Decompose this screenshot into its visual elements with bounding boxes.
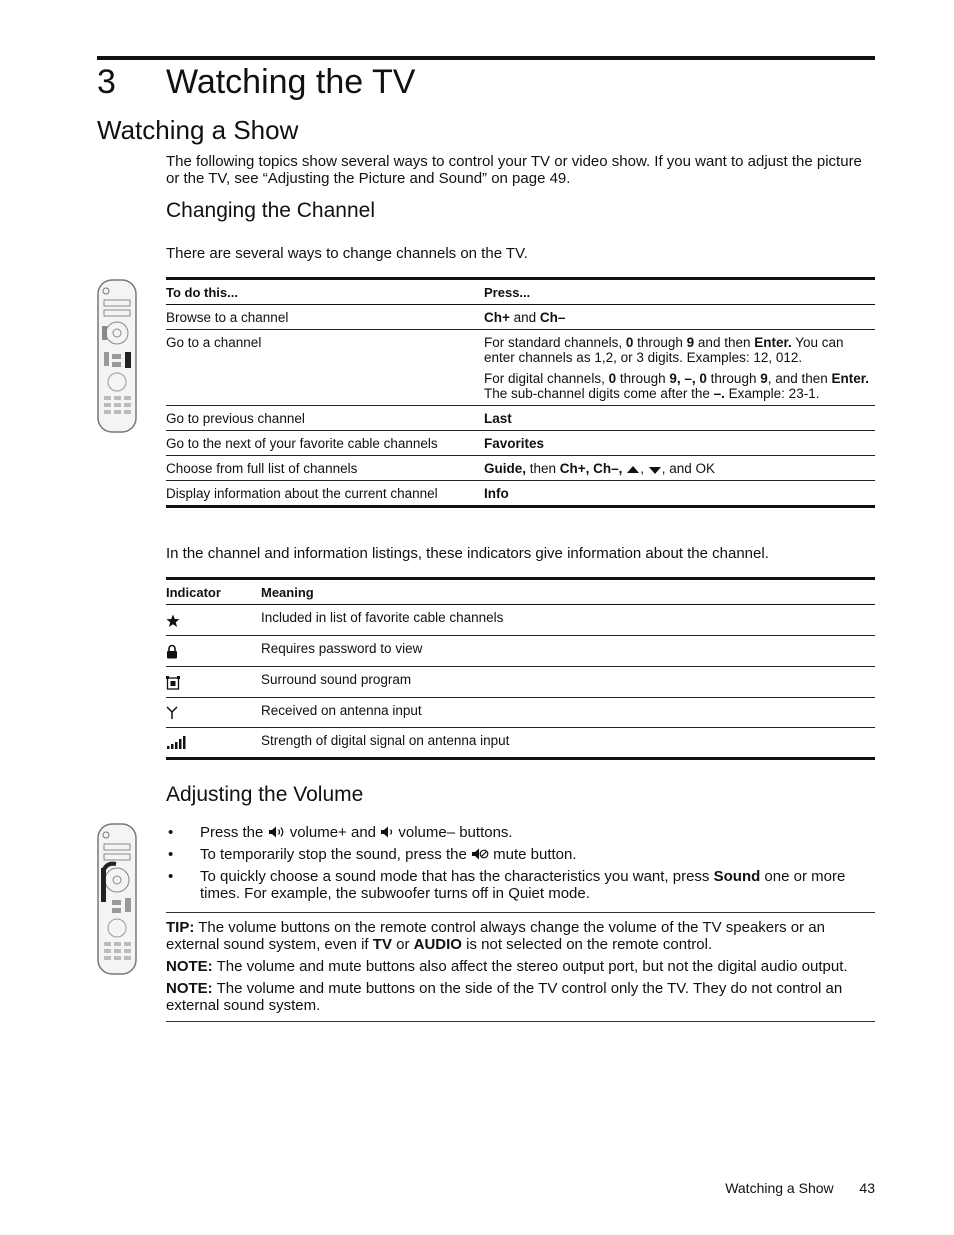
press-cell: Ch+ and Ch–	[484, 310, 566, 325]
note-1: NOTE: The volume and mute buttons also affect the stereo output port, but not the digital audio output.	[166, 958, 848, 975]
tip-note: TIP: The volume buttons on the remote control always change the volume of the TV speakers or an external sound system, even if TV or AUDIO is not selected on the remote control.	[166, 919, 825, 953]
adjusting-volume-heading: Adjusting the Volume	[166, 783, 364, 806]
indicator-table	[166, 577, 875, 760]
mute-icon	[471, 847, 489, 861]
col-header-meaning: Meaning	[261, 585, 314, 600]
remote-control-volume-icon	[96, 822, 138, 976]
table-header-row	[166, 579, 875, 605]
table-row	[166, 667, 875, 698]
meaning-cell: Requires password to view	[261, 641, 423, 656]
surround-icon	[166, 676, 180, 690]
press-cell: Info	[484, 486, 509, 501]
action-cell: Go to previous channel	[166, 411, 305, 426]
table-row	[166, 698, 875, 728]
press-cell: For standard channels, 0 through 9 and then Enter. You can enter channels as 1,2, or 3 digits. Examples: 12, 012. For digital channels, 0 through 9, –, 0 through 9, and then Enter. The sub-channel digits come after the –. Example: 23-1.	[484, 335, 870, 401]
table-row	[166, 481, 875, 507]
footer-section: Watching a Show	[725, 1180, 834, 1196]
table-row	[166, 305, 875, 330]
signal-strength-icon	[166, 736, 186, 750]
arrow-up-icon	[626, 465, 640, 475]
note-bottom-rule	[166, 1021, 875, 1022]
intro-paragraph: The following topics show several ways to control your TV or video show. If you want to adjust the picture or the TV, see “Adjusting the Picture and Sound” on page 49.	[166, 153, 862, 187]
col-header-action: To do this...	[166, 285, 238, 300]
meaning-cell: Included in list of favorite cable channels	[261, 610, 504, 625]
table-row	[166, 605, 875, 636]
list-item: • To temporarily stop the sound, press the mute button.	[166, 846, 866, 863]
list-item: • Press the volume+ and volume– buttons.	[166, 824, 866, 841]
table-header-row	[166, 279, 875, 305]
meaning-cell: Strength of digital signal on antenna input	[261, 733, 510, 748]
press-cell: Last	[484, 411, 512, 426]
list-item: • To quickly choose a sound mode that has the characteristics you want, press Sound one or more times. For example, the subwoofer turns off in Quiet mode.	[166, 868, 866, 902]
action-cell: Go to a channel	[166, 335, 262, 350]
col-header-indicator: Indicator	[166, 585, 221, 600]
action-cell: Go to the next of your favorite cable channels	[166, 436, 438, 451]
note-top-rule	[166, 912, 875, 913]
lock-icon	[166, 644, 178, 659]
press-cell: Favorites	[484, 436, 545, 451]
changing-channel-intro: There are several ways to change channels on the TV.	[166, 245, 528, 262]
change-channel-table	[166, 277, 875, 508]
notes-block	[166, 919, 875, 1019]
table-row	[166, 728, 875, 759]
indicators-intro: In the channel and information listings, these indicators give information about the channel.	[166, 545, 769, 562]
section-title: Watching a Show	[97, 115, 299, 145]
table-row	[166, 406, 875, 431]
press-cell: Guide, then Ch+, Ch–, , , and OK	[484, 461, 716, 476]
note-2: NOTE: The volume and mute buttons on the side of the TV control only the TV. They do not control an external sound system.	[166, 980, 843, 1014]
volume-bullet-list	[166, 824, 866, 907]
antenna-icon	[166, 706, 178, 720]
remote-control-icon	[96, 278, 138, 434]
arrow-down-icon	[648, 465, 662, 475]
meaning-cell: Surround sound program	[261, 672, 412, 687]
changing-channel-heading: Changing the Channel	[166, 199, 375, 222]
table-row	[166, 636, 875, 667]
volume-up-icon	[268, 825, 286, 839]
page-footer	[600, 1180, 875, 1196]
action-cell: Browse to a channel	[166, 310, 289, 325]
volume-down-icon	[380, 825, 394, 839]
chapter-title: Watching the TV	[166, 63, 416, 101]
meaning-cell: Received on antenna input	[261, 703, 422, 718]
action-cell: Choose from full list of channels	[166, 461, 358, 476]
action-cell: Display information about the current channel	[166, 486, 438, 501]
table-row	[166, 456, 875, 481]
star-icon	[166, 614, 180, 628]
table-row	[166, 431, 875, 456]
col-header-press: Press...	[484, 285, 531, 300]
table-row	[166, 330, 875, 406]
page-number: 43	[859, 1180, 875, 1196]
chapter-number: 3	[97, 63, 116, 101]
top-rule	[97, 56, 875, 60]
